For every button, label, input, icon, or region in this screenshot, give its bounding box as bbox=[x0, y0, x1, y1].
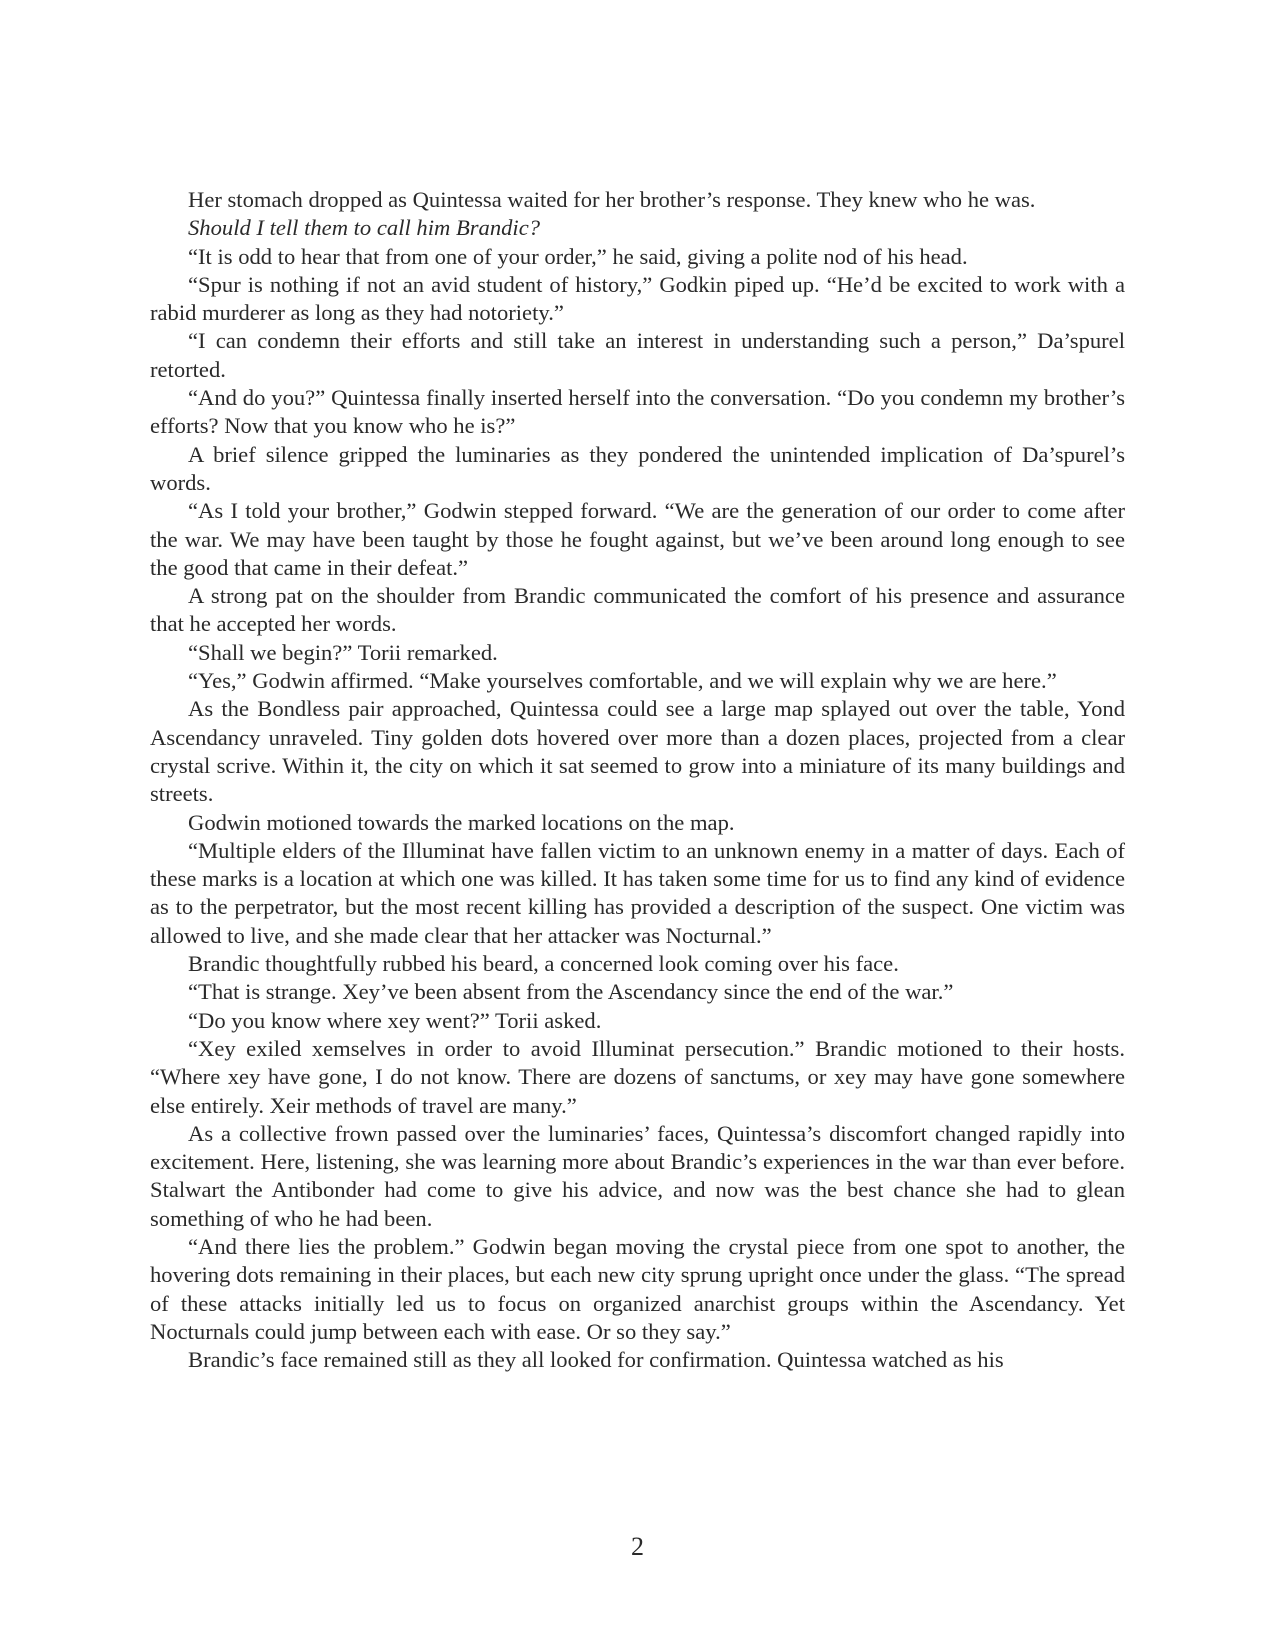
paragraph: “Yes,” Godwin affirmed. “Make yourselves comfortable, and we will explain why we are here.” bbox=[188, 668, 1057, 694]
paragraph: Brandic’s face remained still as they all looked for confirmation. Quintessa watched as his bbox=[188, 1347, 1004, 1373]
paragraph: Her stomach dropped as Quintessa waited for her brother’s response. They knew who he was. bbox=[188, 187, 1036, 212]
paragraph: As a collective frown passed over the luminaries’ faces, Quintessa’s discomfort changed rapidly into excitement. Here, listening, she was learning more about Brandic’s experiences in the war than ever before. Stalwart the Antibonder had come to give his advice, and now was the best chance she had to glean something of who he had been. bbox=[150, 1120, 1125, 1231]
paragraph: A brief silence gripped the luminaries as they pondered the unintended implication of Da’spurel’s words. bbox=[150, 441, 1125, 495]
page-number: 2 bbox=[631, 1532, 644, 1561]
paragraph: “I can condemn their efforts and still take an interest in understanding such a person,” Da’spurel retorted. bbox=[150, 328, 1125, 382]
paragraph-italic-thought: Should I tell them to call him Brandic? bbox=[188, 215, 541, 241]
paragraph: Godwin motioned towards the marked locations on the map. bbox=[188, 809, 735, 835]
paragraph: A strong pat on the shoulder from Brandic communicated the comfort of his presence and assurance that he accepted her words. bbox=[150, 583, 1125, 637]
paragraph: “Xey exiled xemselves in order to avoid Illuminat persecution.” Brandic motioned to their hosts. “Where xey have gone, I do not know. There are dozens of sanctums, or xey may have gone somewhere else entirely. Xeir methods of travel are many.” bbox=[150, 1035, 1125, 1118]
paragraph: As the Bondless pair approached, Quintessa could see a large map splayed out over the table, Yond Ascendancy unraveled. Tiny golden dots hovered over more than a dozen places, projected from a clear crystal scrive. Within it, the city on which it sat seemed to grow into a miniature of its many buildings and streets. bbox=[150, 696, 1125, 807]
paragraph: “Shall we begin?” Torii remarked. bbox=[188, 639, 498, 665]
paragraph: “And do you?” Quintessa finally inserted herself into the conversation. “Do you condemn my brother’s efforts? Now that you know who he is?” bbox=[150, 385, 1125, 439]
paragraph: “Multiple elders of the Illuminat have fallen victim to an unknown enemy in a matter of days. Each of these marks is a location at which one was killed. It has taken some time for us to find any kind of evidence as to the perpetrator, but the most recent killing has provided a description of the suspect. One victim was allowed to live, and she made clear that her attacker was Nocturnal.” bbox=[150, 837, 1125, 948]
paragraph: Brandic thoughtfully rubbed his beard, a concerned look coming over his face. bbox=[188, 951, 899, 977]
paragraph: “And there lies the problem.” Godwin began moving the crystal piece from one spot to another, the hovering dots remaining in their places, but each new city sprung upright once under the glass. “The spread of these attacks initially led us to focus on organized anarchist groups within the Ascendancy. Yet Nocturnals could jump between each with ease. Or so they say.” bbox=[150, 1233, 1125, 1344]
paragraph: “That is strange. Xey’ve been absent from the Ascendancy since the end of the war.” bbox=[188, 979, 954, 1005]
body-text bbox=[150, 186, 1125, 1374]
paragraph: “It is odd to hear that from one of your order,” he said, giving a polite nod of his head. bbox=[188, 243, 968, 269]
paragraph: “Spur is nothing if not an avid student of history,” Godkin piped up. “He’d be excited to work with a rabid murderer as long as they had notoriety.” bbox=[150, 271, 1125, 326]
paragraph: “Do you know where xey went?” Torii asked. bbox=[188, 1007, 602, 1033]
paragraph: “As I told your brother,” Godwin stepped forward. “We are the generation of our order to come after the war. We may have been taught by those he fought against, but we’ve been around long enough to see the good that came in their defeat.” bbox=[150, 498, 1125, 580]
